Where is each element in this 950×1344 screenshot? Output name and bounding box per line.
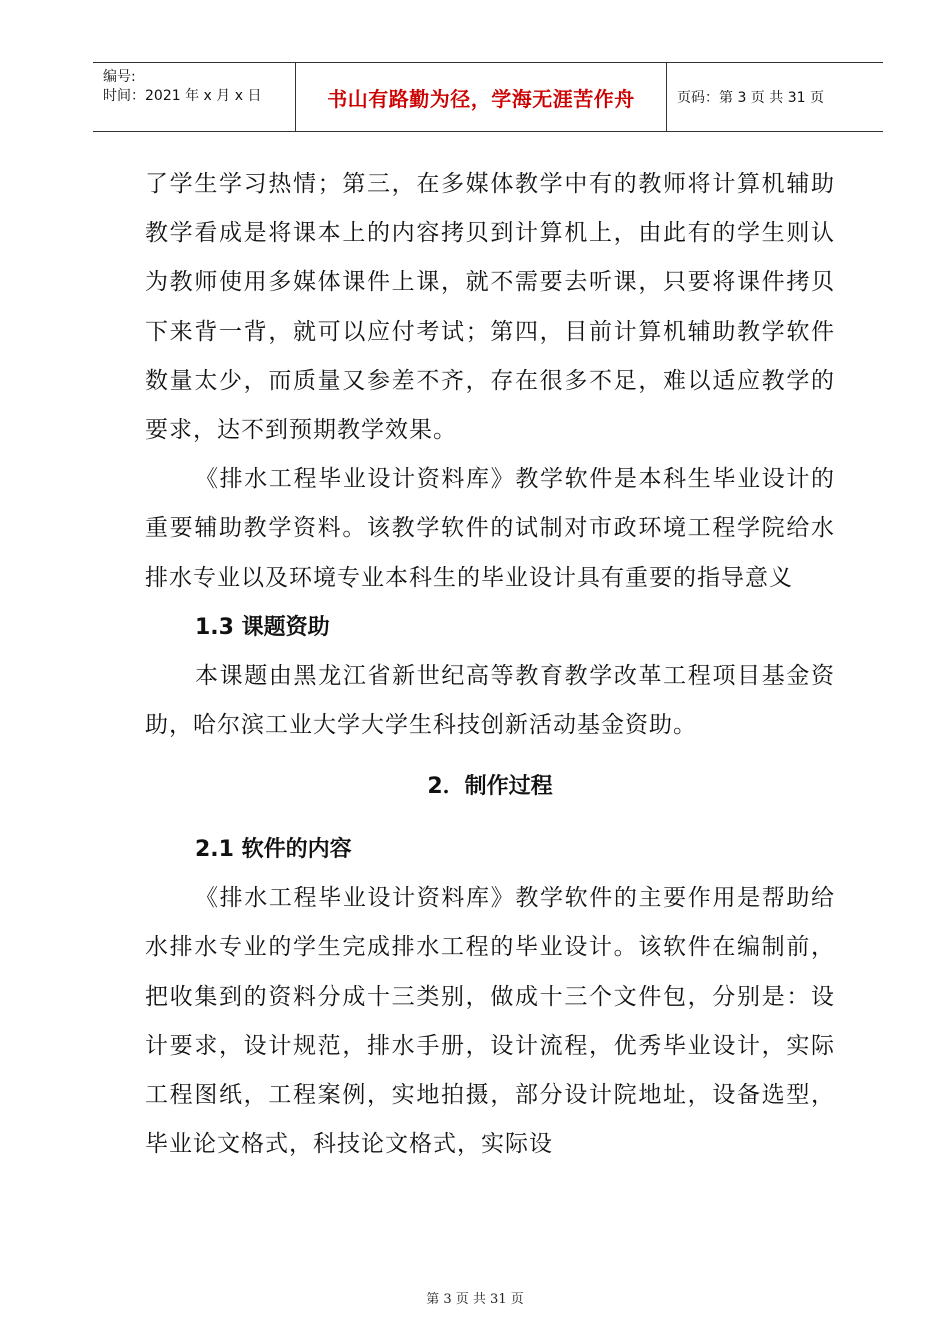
- section-heading-1-3: 1.3 课题资助: [195, 614, 330, 640]
- paragraph: 了学生学习热情；第三，在多媒体教学中有的教师将计算机辅助教学看成是将课本上的内容拷贝到计算机上，由此有的学生则认为教师使用多媒体课件上课，就不需要去听课，只要将课件拷贝下来背一背，就可以应付考试；第四，目前计算机辅助教学软件数量太少，而质量又参差不齐，存在很多不足，难以适应教学的要求，达不到预期教学效果。: [145, 171, 835, 444]
- header-motto: 书山有路勤为径，学海无涯苦作舟: [327, 86, 635, 111]
- header-page-cell: [667, 63, 883, 131]
- header-info-cell: [93, 63, 296, 131]
- paragraph: 《排水工程毕业设计资料库》教学软件是本科生毕业设计的重要辅助教学资料。该教学软件的试制对市政环境工程学院给水排水专业以及环境专业本科生的毕业设计具有重要的指导意义: [145, 466, 835, 591]
- section-heading-2: 2．制作过程: [427, 774, 553, 800]
- page-header: [93, 62, 883, 132]
- page-footer: 第 3 页 共 31 页: [426, 1292, 524, 1307]
- paragraph: 本课题由黑龙江省新世纪高等教育教学改革工程项目基金资助，哈尔滨工业大学大学生科技创新活动基金资助。: [145, 662, 835, 739]
- header-page-number: 页码：第 3 页 共 31 页: [677, 90, 824, 106]
- paragraph: 《排水工程毕业设计资料库》教学软件的主要作用是帮助给水排水专业的学生完成排水工程的毕业设计。该软件在编制前，把收集到的资料分成十三类别，做成十三个文件包，分别是：设计要求，设计规范，排水手册，设计流程，优秀毕业设计，实际工程图纸，工程案例，实地拍摄，部分设计院地址，设备选型，毕业论文格式，科技论文格式，实际设: [145, 885, 835, 1158]
- document-code-label: 编号:: [103, 69, 136, 85]
- header-motto-cell: [296, 63, 667, 131]
- section-heading-2-1: 2.1 软件的内容: [195, 837, 352, 863]
- document-body: [145, 160, 835, 1169]
- document-date-label: 时间：2021 年 x 月 x 日: [103, 88, 262, 104]
